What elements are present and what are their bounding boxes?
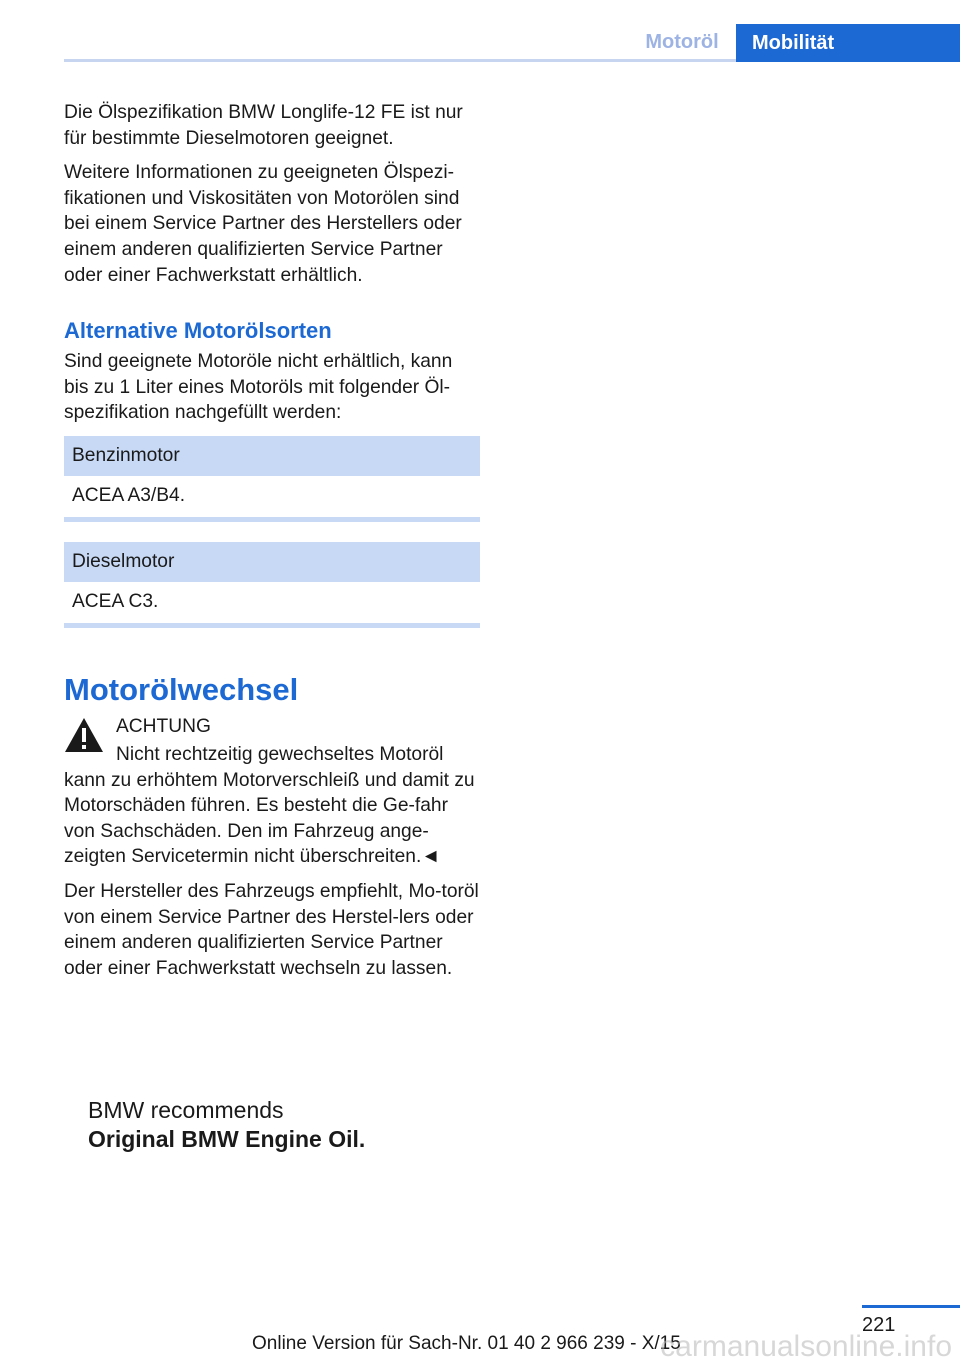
spec-table-diesel (64, 542, 480, 628)
tab-mobilitaet[interactable]: Mobilität (736, 24, 960, 62)
online-version: Online Version für Sach-Nr. 01 40 2 966 239 - X/15 (252, 1333, 681, 1354)
spec-table-petrol (64, 436, 480, 522)
advertisement (88, 1096, 365, 1154)
spec-table-border (64, 517, 480, 522)
warning-triangle-icon (64, 716, 104, 754)
tab-motoroel[interactable]: Motoröl (645, 31, 719, 53)
sub-heading: Alternative Motorölsorten (64, 318, 332, 344)
paragraph-recommendation: Der Hersteller des Fahrzeugs empfiehlt, Mo-toröl von einem Service Partner des Herstel-lers oder einem anderen qualifizierten Service Partner oder einer Fachwerkstatt wechseln zu lassen. (64, 880, 479, 979)
paragraph-info: Weitere Informationen zu geeigneten Ölspezi-fikationen und Viskositäten von Motorölen sind bei einem Service Partner des Herstellers oder einem anderen qualifizierten Service Partner oder einer Fachwerkstatt erhältlich. (64, 162, 462, 286)
section-heading: Motorölwechsel (64, 671, 299, 707)
warning-text: Nicht rechtzeitig gewechseltes Motoröl kann zu erhöhtem Motorverschleiß und damit zu Motorschäden führen. Es besteht die Ge-fahr von Sachschäden. Den im Fahrzeug ange-zeigten Servicetermin nicht überschreiten.◄ (64, 743, 475, 868)
warning-title: ACHTUNG (116, 715, 211, 737)
ad-line-2: Original BMW Engine Oil. (88, 1126, 366, 1152)
spec-table-value: ACEA A3/B4. (72, 484, 186, 506)
paragraph-alternative: Sind geeignete Motoröle nicht erhältlich, kann bis zu 1 Liter eines Motoröls mit folgender Öl-spezifikation nachgefüllt werden: (64, 351, 453, 424)
footer-divider (862, 1305, 960, 1308)
ad-line-1: BMW recommends (88, 1097, 284, 1123)
paragraph-longlife: Die Ölspezifikation BMW Longlife-12 FE ist nur für bestimmte Dieselmotoren geeignet. (64, 102, 463, 149)
page-number: 221 (862, 1314, 896, 1336)
spec-table-value: ACEA C3. (72, 590, 159, 612)
watermark: carmanualsonline.info (660, 1330, 952, 1363)
main-column (64, 100, 482, 981)
spec-table-head: Benzinmotor (64, 436, 480, 476)
spec-table-head: Dieselmotor (64, 542, 480, 582)
warning-box (64, 712, 482, 870)
spec-table-border (64, 623, 480, 628)
